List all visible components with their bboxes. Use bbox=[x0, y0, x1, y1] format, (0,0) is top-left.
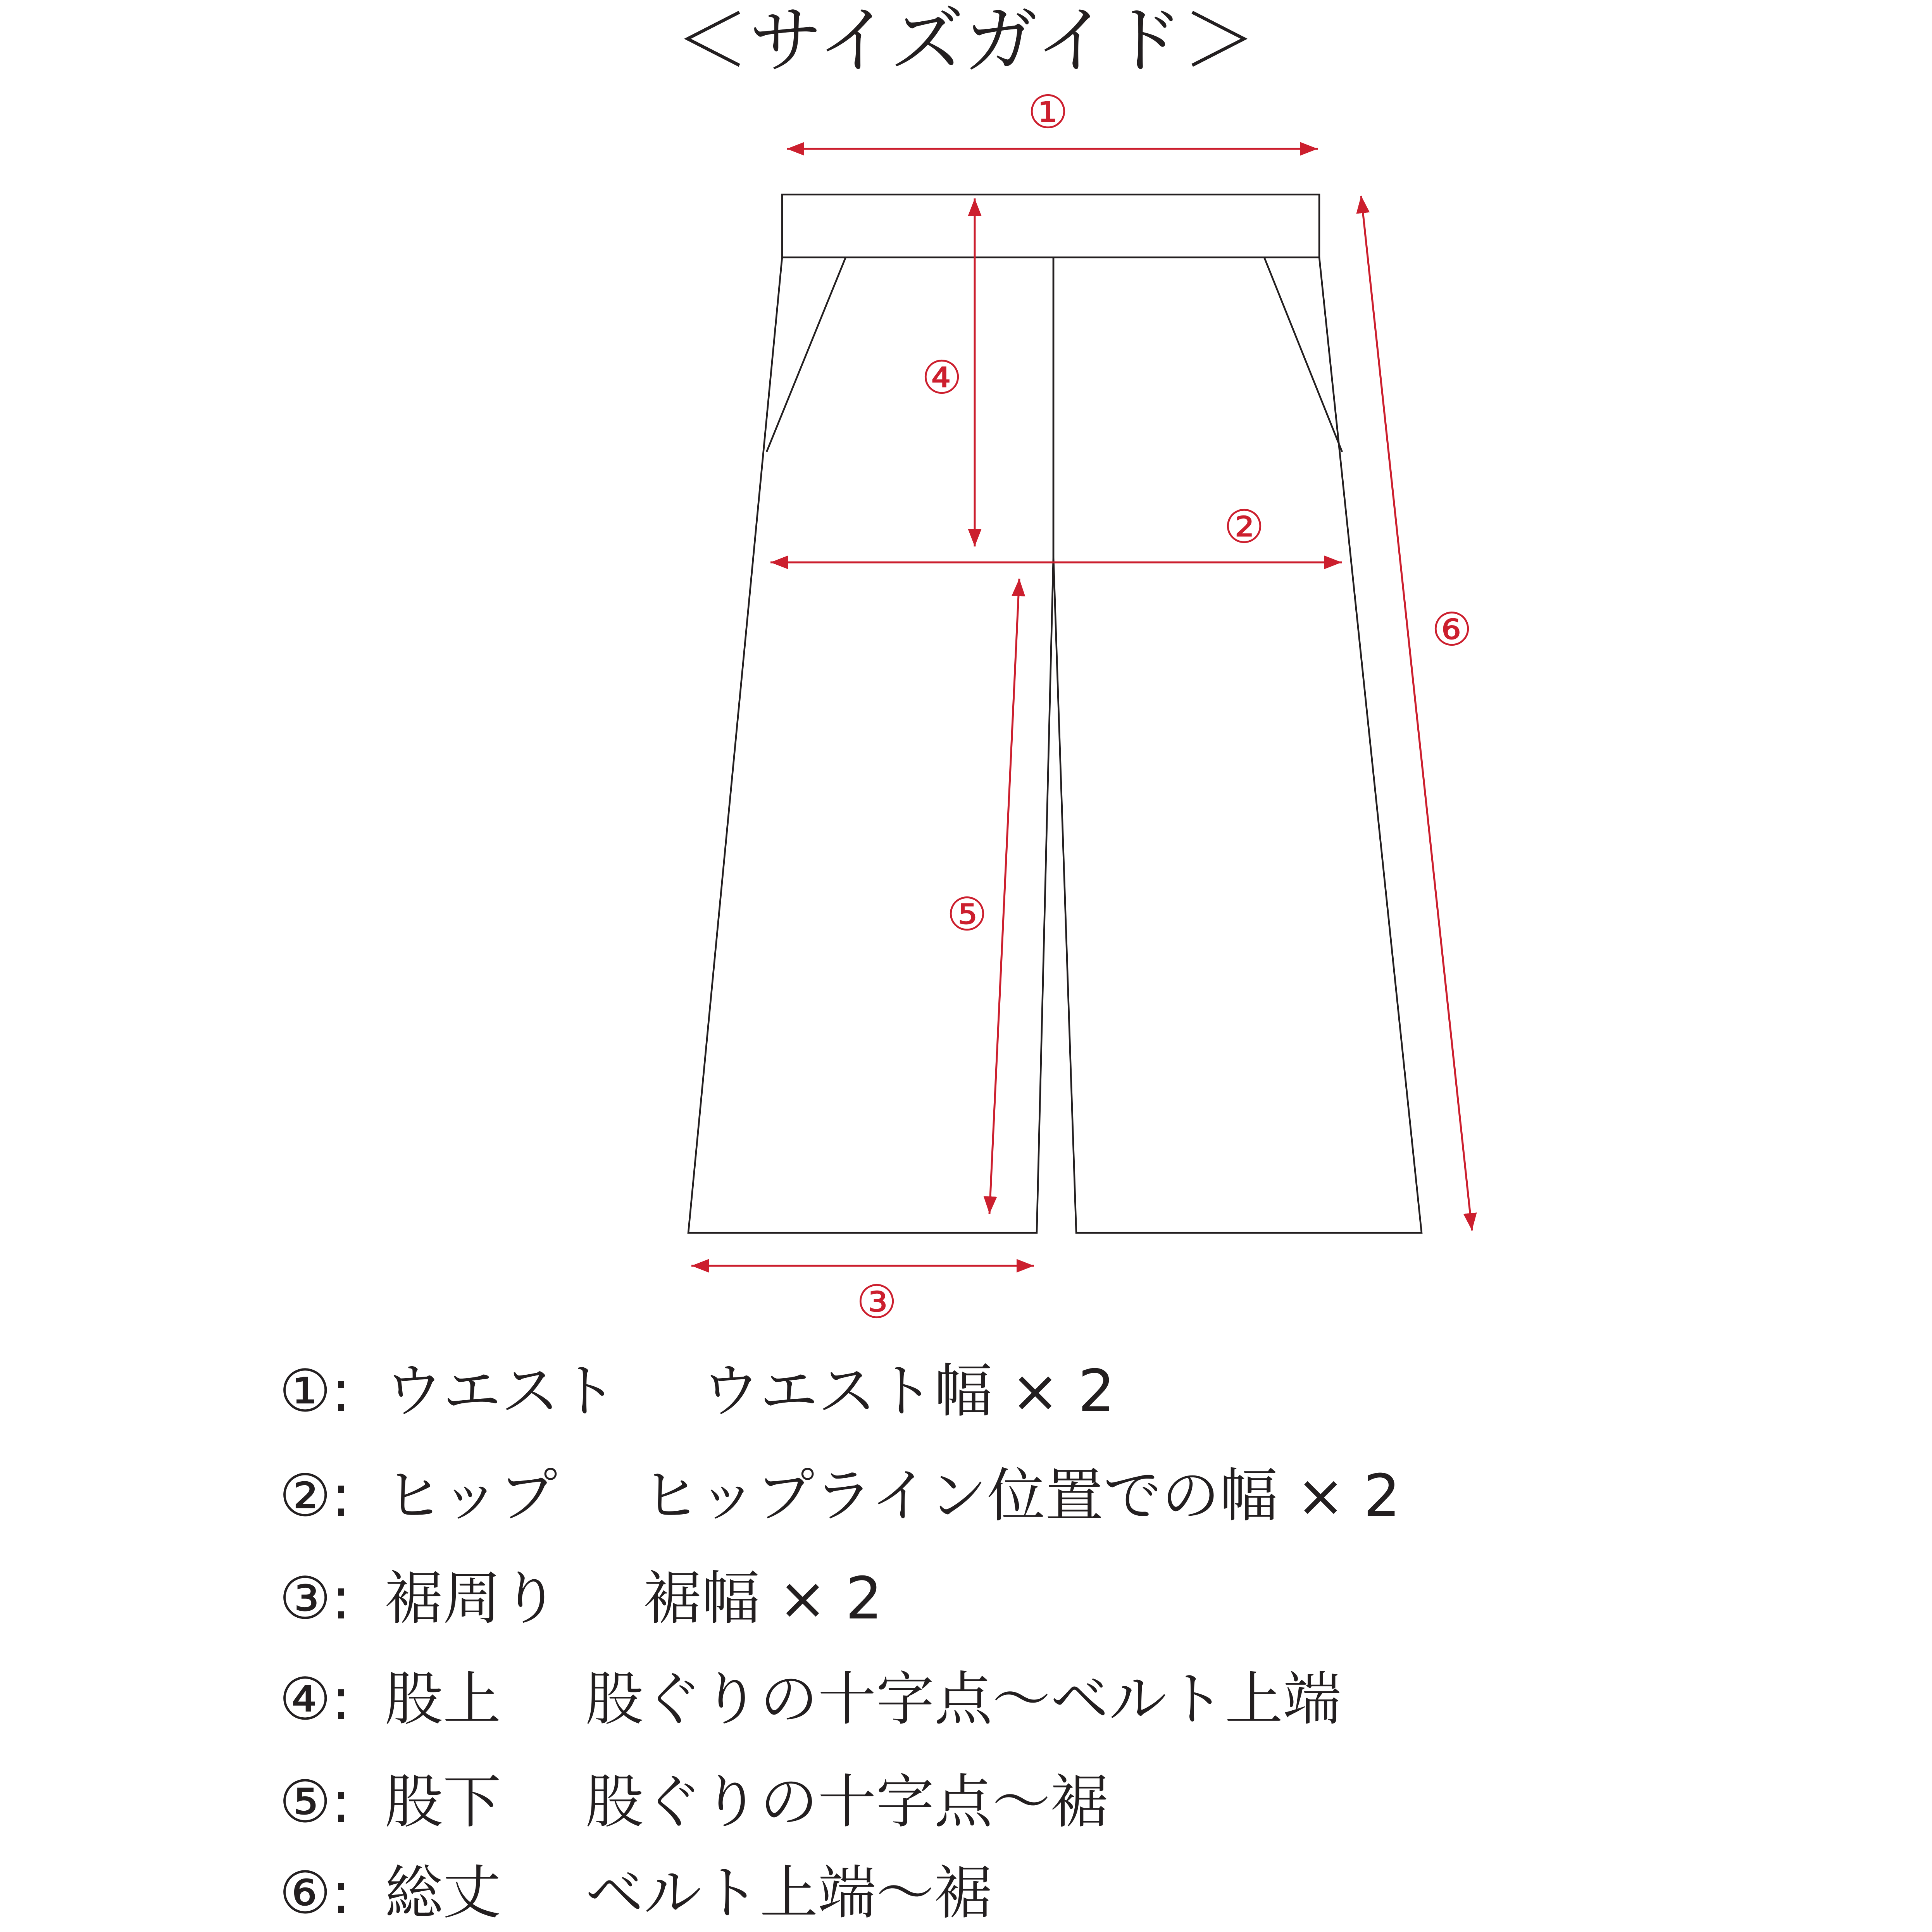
legend-item-length bbox=[279, 1854, 992, 1932]
legend-separator: : bbox=[331, 1462, 351, 1530]
right-pocket bbox=[1264, 257, 1342, 452]
legend-term: 総丈 bbox=[384, 1860, 501, 1927]
legend-number: ⑤ bbox=[279, 1768, 331, 1836]
legend-description: 股ぐりの十字点〜裾 bbox=[585, 1768, 1109, 1836]
legend-number: ① bbox=[279, 1358, 331, 1425]
measurement-markers bbox=[856, 85, 1472, 1329]
legend-separator: : bbox=[331, 1666, 351, 1733]
measurement-lines bbox=[691, 149, 1472, 1266]
legend-description: ヒップライン位置での幅 × 2 bbox=[641, 1462, 1401, 1530]
page-title: ＜サイズガイド＞ bbox=[675, 0, 1256, 83]
legend-item-waist bbox=[279, 1353, 1115, 1430]
legend-number: ② bbox=[279, 1462, 331, 1530]
length-measurement-line bbox=[1361, 196, 1472, 1231]
legend-number: ④ bbox=[279, 1666, 331, 1733]
legend-separator: : bbox=[331, 1860, 351, 1927]
legend-term: ヒップ bbox=[384, 1462, 558, 1530]
pants-outline bbox=[688, 195, 1422, 1233]
legend-separator: : bbox=[331, 1768, 351, 1836]
legend-description: ベルト上端〜裾 bbox=[585, 1860, 993, 1927]
waistband bbox=[782, 195, 1319, 257]
marker-length: ⑥ bbox=[1431, 603, 1472, 656]
legend-item-hem bbox=[279, 1560, 882, 1637]
marker-hem: ③ bbox=[856, 1275, 897, 1329]
marker-inseam: ⑤ bbox=[946, 888, 988, 941]
marker-rise: ④ bbox=[921, 351, 962, 404]
legend-term: 裾周り bbox=[384, 1565, 559, 1632]
left-leg-outline bbox=[688, 257, 1053, 1233]
right-leg-outline bbox=[1053, 257, 1422, 1233]
marker-hip: ② bbox=[1224, 500, 1265, 553]
legend-description: 股ぐりの十字点〜ベルト上端 bbox=[585, 1666, 1341, 1733]
legend-separator: : bbox=[331, 1358, 351, 1425]
legend-separator: : bbox=[331, 1565, 351, 1632]
legend-number: ⑥ bbox=[279, 1860, 331, 1927]
legend-item-rise bbox=[279, 1661, 1341, 1738]
legend-term: 股上 bbox=[384, 1666, 501, 1733]
legend-item-inseam bbox=[279, 1763, 1108, 1841]
marker-waist: ① bbox=[1027, 85, 1069, 139]
legend-description: ウエスト幅 × 2 bbox=[701, 1358, 1115, 1425]
legend-term: ウエスト bbox=[384, 1358, 617, 1425]
legend-item-hip bbox=[279, 1457, 1400, 1535]
inseam-measurement-line bbox=[989, 579, 1019, 1214]
legend-description: 裾幅 × 2 bbox=[643, 1565, 882, 1632]
legend-number: ③ bbox=[279, 1565, 331, 1632]
legend-term: 股下 bbox=[384, 1768, 501, 1836]
